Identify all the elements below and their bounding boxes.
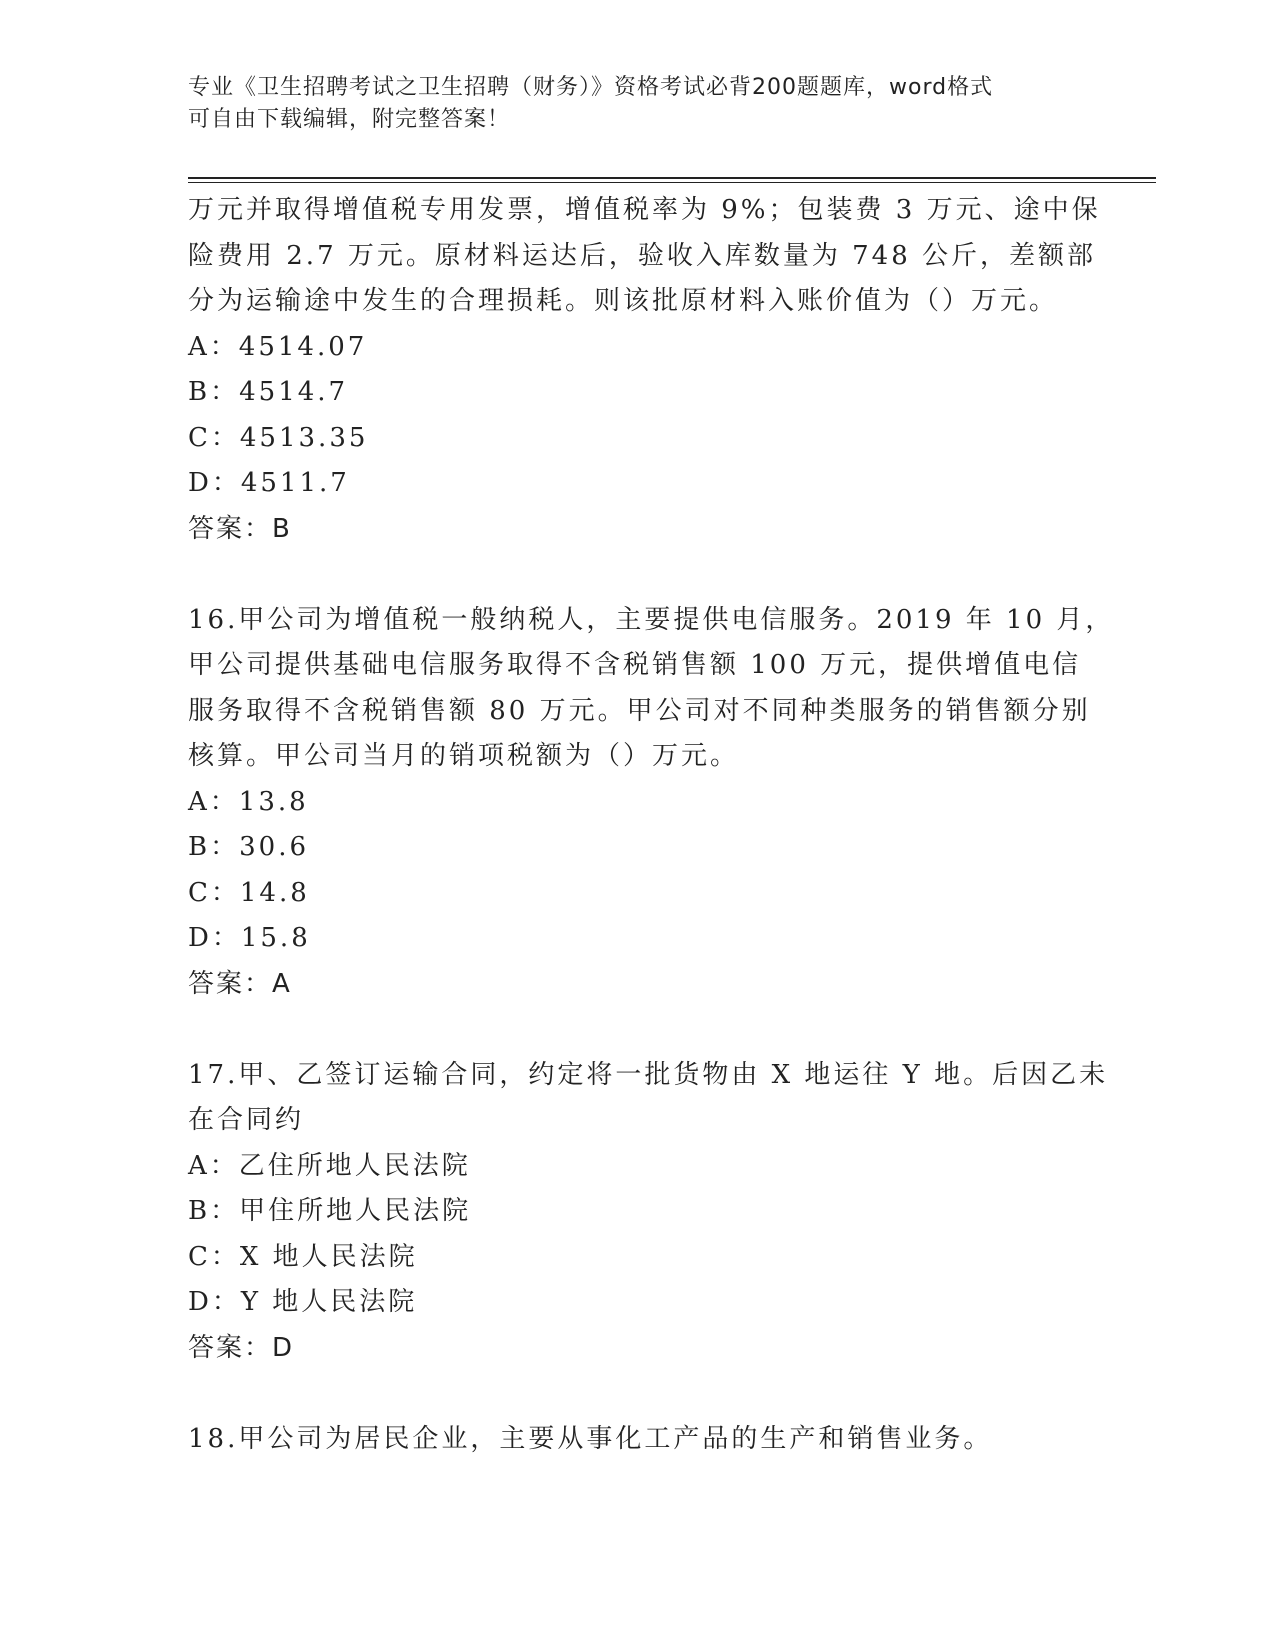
- question-stem-line: 甲公司提供基础电信服务取得不含税销售额 100 万元，提供增值电信: [188, 650, 1082, 680]
- spacer: [188, 1007, 1088, 1053]
- question-15: [188, 188, 1101, 552]
- option-a: A：乙住所地人民法院: [188, 1150, 471, 1181]
- question-stem-line: 万元并取得增值税专用发票，增值税率为 9%；包装费 3 万元、途中保: [188, 195, 1101, 225]
- option-c: C：X 地人民法院: [188, 1241, 418, 1272]
- question-stem-line: 16.甲公司为增值税一般纳税人，主要提供电信服务。2019 年 10 月，: [188, 604, 1115, 635]
- question-stem-line: 险费用 2.7 万元。原材料运达后，验收入库数量为 748 公斤，差额部: [188, 240, 1097, 271]
- document-header: [188, 72, 1088, 136]
- question-stem-line: 18.甲公司为居民企业，主要从事化工产品的生产和销售业务。: [188, 1423, 993, 1454]
- question-stem-line: 分为运输途中发生的合理损耗。则该批原材料入账价值为（）万元。: [188, 286, 1059, 316]
- option-b: B：30.6: [188, 832, 309, 862]
- document-body: [188, 188, 1115, 1462]
- header-divider-bottom: [188, 182, 1156, 183]
- question-stem-line: 在合同约: [188, 1105, 305, 1135]
- question-stem-line: 17.甲、乙签订运输合同，约定将一批货物由 X 地运往 Y 地。后因乙未: [188, 1059, 1109, 1090]
- spacer: [188, 1371, 1088, 1417]
- option-a: A：13.8: [188, 786, 309, 817]
- header-line-1: 专业《卫生招聘考试之卫生招聘（财务）》资格考试必背200题题库，word格式: [188, 75, 994, 100]
- answer-line: 答案：D: [188, 1332, 295, 1363]
- question-17: [188, 1053, 1109, 1372]
- option-a: A：4514.07: [188, 331, 368, 362]
- option-c: C：14.8: [188, 877, 310, 908]
- answer-line: 答案：A: [188, 968, 292, 999]
- header-divider-top: [188, 177, 1156, 179]
- option-d: D：Y 地人民法院: [188, 1287, 418, 1317]
- option-b: B：甲住所地人民法院: [188, 1196, 472, 1226]
- answer-line: 答案：B: [188, 513, 292, 544]
- option-d: D：4511.7: [188, 468, 350, 498]
- question-16: [188, 598, 1115, 1008]
- spacer: [188, 552, 1088, 598]
- question-stem-line: 核算。甲公司当月的销项税额为（）万元。: [188, 741, 740, 771]
- header-line-2: 可自由下载编辑，附完整答案！: [188, 107, 511, 132]
- question-stem-line: 服务取得不含税销售额 80 万元。甲公司对不同种类服务的销售额分别: [188, 695, 1091, 726]
- option-c: C：4513.35: [188, 422, 369, 453]
- question-18: [188, 1417, 1088, 1463]
- option-b: B：4514.7: [188, 377, 349, 407]
- option-d: D：15.8: [188, 923, 311, 953]
